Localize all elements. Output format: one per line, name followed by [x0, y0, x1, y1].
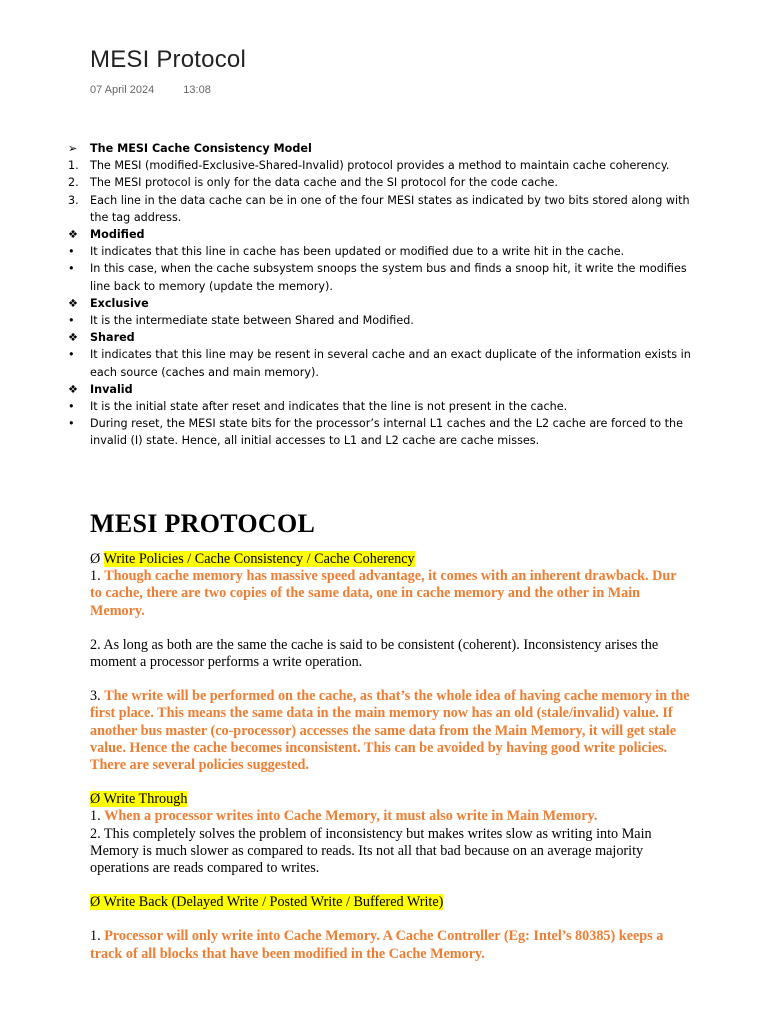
para-number: 3. [90, 688, 101, 705]
state-heading-exclusive [68, 295, 708, 312]
paragraph-2: 2. As long as both are the same the cache is said to be consistent (coherent). Inconsistency arises the moment a processor performs a write operation. [90, 636, 659, 671]
bullet-item [68, 415, 708, 449]
section-heading: The MESI Cache Consistency Model [90, 142, 312, 155]
page-date: 07 April 2024 [90, 84, 155, 96]
item-number: 3. [68, 193, 79, 207]
page-time: 13:08 [183, 84, 211, 96]
mesi-protocol-section [90, 507, 690, 963]
bullet-icon: • [68, 400, 75, 414]
subheading-text: Ø Write Back (Delayed Write / Posted Write / Buffered Write) [90, 894, 444, 911]
item-number: 2. [68, 176, 79, 190]
para-number: 1. [90, 808, 101, 825]
subheading-text: Ø Write Through [90, 791, 188, 808]
state-name: Shared [90, 331, 135, 345]
para-text: When a processor writes into Cache Memory, it must also write in Main Memory. [104, 808, 598, 825]
para-number: 1. [90, 928, 101, 945]
para-text: Though cache memory has massive speed advantage, it comes with an inherent drawback. Dur to cache, there are two copies of the same data, one in cache memory and the other in Main Memory. [90, 568, 677, 619]
bullet-item [68, 243, 708, 260]
subheading-write-through [90, 791, 690, 808]
paragraph-1 [90, 568, 690, 620]
para-text: The write will be performed on the cache, as that’s the whole idea of having cache memory in the first place. This means the same data in the main memory now has an old (stale/invalid) value. If another bus master (co-processor) accesses the same data from the Main Memory, it will get stale value. Hence the cache becomes inconsistent. This can be avoided by having good write policies. There are several policies suggested. [90, 688, 690, 774]
subheading-write-back [90, 894, 690, 911]
bullet-icon: • [68, 245, 75, 259]
bullet-icon: • [68, 417, 75, 431]
numbered-item [68, 192, 708, 226]
numbered-item [68, 174, 708, 191]
write-through-1 [90, 808, 690, 825]
section-title: MESI PROTOCOL [90, 509, 316, 538]
subheading-text: Write Policies / Cache Consistency / Cache Coherency [103, 551, 415, 567]
section-heading-row [68, 140, 708, 157]
state-name: Invalid [90, 382, 133, 396]
bullet-icon: • [68, 314, 75, 328]
bullet-icon: • [68, 262, 75, 276]
para-number: 1. [90, 568, 101, 585]
item-text: The MESI protocol is only for the data cache and the SI protocol for the code cache. [90, 176, 558, 190]
bullet-text: It is the intermediate state between Shared and Modified. [90, 314, 414, 328]
state-name: Modified [90, 228, 145, 242]
diamond-bullet-icon: ❖ [68, 382, 79, 396]
diamond-bullet-icon: ❖ [68, 228, 79, 242]
subheading-write-policies [90, 551, 690, 568]
bullet-text: It is the initial state after reset and indicates that the line is not present in the cache. [90, 400, 568, 414]
item-number: 1. [68, 159, 79, 173]
diamond-bullet-icon: ❖ [68, 296, 79, 310]
bullet-text: It indicates that this line in cache has been updated or modified due to a write hit in the cache. [90, 245, 625, 259]
para-text: Processor will only write into Cache Memory. A Cache Controller (Eg: Intel’s 80385) keeps a track of all blocks that have been modified in the Cache Memory. [90, 928, 664, 962]
page-title: MESI Protocol [90, 46, 246, 73]
bullet-item [68, 346, 708, 380]
state-heading-modified [68, 226, 708, 243]
state-name: Exclusive [90, 296, 149, 310]
bullet-text: It indicates that this line may be resent in several cache and an exact duplicate of the information exists in each source (caches and main memory). [90, 348, 691, 379]
state-heading-shared [68, 329, 708, 346]
diamond-bullet-icon: ❖ [68, 331, 79, 345]
arrow-bullet-icon: ➢ [68, 142, 78, 155]
sub-marker: Ø [90, 551, 101, 567]
page-meta [90, 84, 237, 96]
item-text: The MESI (modified-Exclusive-Shared-Invalid) protocol provides a method to maintain cache coherency. [90, 159, 670, 173]
bullet-item [68, 312, 708, 329]
bullet-icon: • [68, 348, 75, 362]
state-heading-invalid [68, 381, 708, 398]
bullet-item [68, 398, 708, 415]
bullet-text: In this case, when the cache subsystem snoops the system bus and finds a snoop hit, it write the modifies line back to memory (update the memory). [90, 262, 687, 293]
write-back-1 [90, 928, 690, 962]
write-through-2: 2. This completely solves the problem of inconsistency but makes writes slow as writing into Main Memory is much slower as compared to reads. Its not all that bad because on an average majority operations are reads compared to writes. [90, 825, 652, 877]
numbered-item [68, 157, 708, 174]
mesi-model-section [68, 140, 708, 450]
bullet-item [68, 260, 708, 294]
item-text: Each line in the data cache can be in one of the four MESI states as indicated by two bits stored along with the tag address. [90, 193, 690, 224]
bullet-text: During reset, the MESI state bits for the processor’s internal L1 caches and the L2 cache are forced to the invalid (I) state. Hence, all initial accesses to L1 and L2 cache are cache misses. [90, 417, 683, 448]
paragraph-3 [90, 688, 690, 774]
